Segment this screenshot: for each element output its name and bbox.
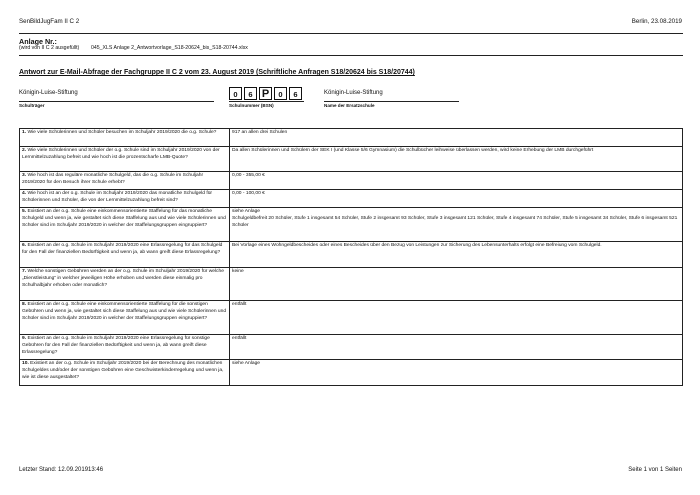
- anlage-title: Anlage Nr.:: [19, 37, 57, 46]
- last-updated: Letzter Stand: 12.09.201913:46: [19, 467, 104, 473]
- question-cell: 7. Welche sonstigen Gebühren werden an der o.g. Schule im Schuljahr 2019/2020 für welche „Dienstleistung“ in welcher jeweiligen Höhe erhoben und werden diese einmalig pro Schulhalbjahr erhoben oder monatlich?: [20, 268, 230, 301]
- anlage-divider: [19, 55, 683, 56]
- schulnummer-boxes: [229, 87, 304, 100]
- answer-cell: entfällt: [230, 301, 683, 335]
- table-row: [20, 335, 683, 360]
- ersatzschule-value: Königin-Luise-Stiftung: [324, 90, 383, 96]
- question-cell: 6. Existiert an der o.g. Schule im Schuljahr 2019/2020 eine Erlassregelung für das Schulgeld für den Fall der finanziellen Bedürftigkeit und wenn ja, ab wann greift diese Erlassregelung?: [20, 242, 230, 268]
- answer-cell: entfällt: [230, 335, 683, 360]
- question-cell: 3. Wie hoch ist das reguläre monatliche Schulgeld, das die o.g. Schule im Schuljahr 2019/2020 für den Besuch ihrer Schule erhebt?: [20, 172, 230, 190]
- table-row: [20, 190, 683, 208]
- question-cell: 9. Existiert an der o.g. Schule im Schuljahr 2019/2020 eine Erlassregelung für sonstige Gebühren für den Fall der finanziellen Bedürftigkeit und wenn ja, ab wann greift diese Erlassregelung?: [20, 335, 230, 360]
- questions-table: [19, 128, 683, 386]
- ersatzschule-line: [324, 101, 459, 102]
- schulnummer-line: [229, 101, 304, 102]
- table-row: [20, 242, 683, 268]
- top-divider: [19, 33, 683, 34]
- table-row: [20, 268, 683, 301]
- schulnummer-digit: 6: [289, 87, 302, 100]
- ersatzschule-label: Name der Ersatzschule: [324, 103, 375, 108]
- schulnummer-digit: 0: [274, 87, 287, 100]
- table-row: [20, 208, 683, 242]
- answer-cell: keine: [230, 268, 683, 301]
- table-row: [20, 129, 683, 147]
- anlage-subtitle: (wird von II C 2 ausgefüllt): [19, 45, 80, 51]
- question-cell: 8. Existiert an der o.g. Schule eine einkommensorientierte Staffelung für die sonstigen Gebühren und wenn ja, wie gestaltet sich diese Staffelung aus und wie viele Schülerinnen und Schüler sind im Schuljahr 2019/2020 in welcher der Staffelungsgruppen eingruppiert?: [20, 301, 230, 335]
- schulnummer-digit: 0: [229, 87, 242, 100]
- schultraeger-line: [19, 101, 214, 102]
- schulnummer-digit: P: [259, 87, 272, 100]
- page-title: Antwort zur E-Mail-Abfrage der Fachgruppe II C 2 vom 23. August 2019 (Schriftliche Anfragen S18/20624 bis S18/20744): [19, 69, 415, 76]
- table-row: [20, 147, 683, 172]
- answer-cell: Bei Vorlage eines Wohngeldbescheides oder eines Bescheides über den Bezug von Leistungen zur Sicherung des Lebensunterhalts erfolgt eine Befreiung vom Schulgeld.: [230, 242, 683, 268]
- table-row: [20, 360, 683, 386]
- question-cell: 4. Wie hoch ist an der o.g. Schule im Schuljahr 2019/2020 das monatliche Schulgeld für Schülerinnen und Schüler, die von der Lernmittelzuzahlung befreit sind?: [20, 190, 230, 208]
- question-cell: 10. Existiert an der o.g. Schule im Schuljahr 2019/2020 bei der Berechnung des monatlichen Schulgeldes und/oder der sonstigen Gebühren eine Geschwisterkinderregelung und wenn ja, wie ist diese ausgestaltet?: [20, 360, 230, 386]
- question-cell: 5. Existiert an der o.g. Schule eine einkommensorientierte Staffelung für das monatliche Schulgeld und wenn ja, wie gestaltet sich diese Staffelung aus und wie viele Schülerinnen und Schüler sind im Schuljahr 2019/2020 in welcher der Staffelungsgruppen eingruppiert?: [20, 208, 230, 242]
- question-cell: 1. Wie viele Schülerinnen und Schüler besuchen im Schuljahr 2019/2020 die o.g. Schule?: [20, 129, 230, 147]
- schulnummer-label: Schulnummer (BSN): [229, 103, 274, 108]
- schultraeger-label: Schulträger: [19, 103, 45, 108]
- answer-cell: siehe Anlage Schulgeldbefreit 20 Schüler, Stufe 1 insgesamt 54 Schüler, Stufe 2 insgesamt 93 Schüler, Stufe 3 insgesamt 121 Schüler, Stufe 4 insgesamt 74 Schüler, Stufe 5 insgesamt 34 Schüler, Stufe 6 insgesamt 521 Schüler: [230, 208, 683, 242]
- answer-cell: 0,00 - 355,00 €: [230, 172, 683, 190]
- table-row: [20, 172, 683, 190]
- department-label: SenBildJugFam II C 2: [19, 18, 80, 25]
- answer-cell: siehe Anlage: [230, 360, 683, 386]
- answer-cell: 917 an allen drei Schulen: [230, 129, 683, 147]
- table-row: [20, 301, 683, 335]
- page-info: Seite 1 von 1 Seiten: [628, 467, 682, 473]
- schulnummer-digit: 6: [244, 87, 257, 100]
- place-date: Berlin, 23.08.2019: [631, 18, 682, 25]
- question-cell: 2. Wie viele Schülerinnen und Schüler der o.g. Schule sind im Schuljahr 2019/2020 von der Lernmittelzuzahlung befreit und wie hoch ist die prozentscharfe LMB-Quote?: [20, 147, 230, 172]
- schultraeger-value: Königin-Luise-Stiftung: [19, 90, 78, 96]
- answer-cell: 0,00 - 100,00 €: [230, 190, 683, 208]
- anlage-filename: 045_XLS Anlage 2_Antwortvorlage_S18-20624_bis_S18-20744.xlsx: [91, 45, 248, 51]
- answer-cell: Da allen Schülerinnen und Schülern der SEK I (und Klasse 5/6 Gymnasium) die Schulbücher leihweise überlassen werden, wird keine Erhebung der LMB durchgeführt: [230, 147, 683, 172]
